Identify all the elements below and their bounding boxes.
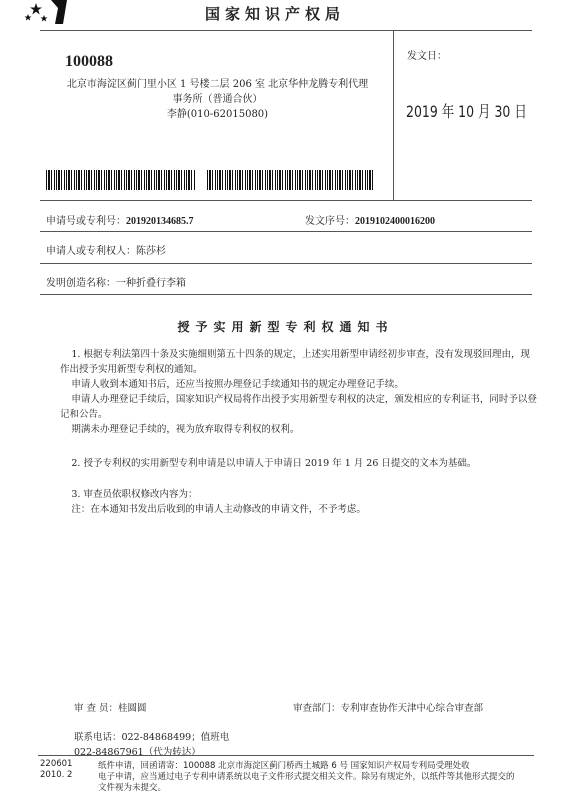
header-divider bbox=[393, 30, 394, 200]
examination-department: 审查部门：专利审查协作天津中心综合审查部 bbox=[293, 703, 484, 714]
paragraph-1c: 期满未办理登记手续的，视为放弃取得专利权的权利。 bbox=[71, 424, 300, 435]
dispatch-serial-row bbox=[305, 212, 435, 227]
invention-row bbox=[46, 274, 186, 289]
address-line-1: 北京市海淀区蓟门里小区 1 号楼二层 206 室 北京华仲龙腾专利代理 bbox=[66, 79, 369, 90]
recipient-address bbox=[50, 77, 385, 122]
dispatch-serial: 2019102400016200 bbox=[355, 216, 435, 227]
office-title: 国家知识产权局 bbox=[205, 5, 346, 23]
dispatch-date-label: 发文日： bbox=[407, 51, 447, 62]
address-line-2: 事务所（普通合伙） bbox=[172, 94, 263, 105]
header-top-rule bbox=[40, 30, 532, 31]
paragraph-1b: 申请人办理登记手续后，国家知识产权局将作出授予实用新型专利权的决定，颁发相应的专利证书，同时予以登记和公告。 bbox=[60, 394, 537, 420]
form-code: 220601 bbox=[40, 759, 73, 769]
contact-phone: 联系电话：022-84868499；值班电 bbox=[74, 732, 230, 743]
application-number-label: 申请号或专利号： bbox=[46, 216, 126, 227]
application-number-row bbox=[46, 212, 194, 227]
row-rule-3 bbox=[40, 294, 532, 295]
paragraph-1: 1. 根据专利法第四十条及实施细则第五十四条的规定，上述实用新型申请经初步审查，没有发现驳回理由，现作出授予实用新型专利权的通知。 bbox=[60, 349, 530, 375]
notice-footnote: 注：在本通知书发出后收到的申请人主动修改的申请文件，不予考虑。 bbox=[71, 504, 366, 515]
examiner: 审 查 员：桂圆圆 bbox=[74, 703, 147, 714]
row-rule-1 bbox=[40, 231, 532, 232]
applicant-row bbox=[46, 242, 166, 257]
cnipa-logo bbox=[22, 0, 74, 24]
form-date: 2010. 2 bbox=[40, 770, 73, 780]
notice-section-3 bbox=[60, 487, 538, 517]
recipient-contact: 李静(010-62015080) bbox=[166, 109, 269, 120]
postal-code: 100088 bbox=[65, 53, 113, 70]
application-number: 201920134685.7 bbox=[126, 216, 194, 227]
invention-title: 一种折叠行李箱 bbox=[116, 278, 186, 289]
header-bottom-rule bbox=[40, 200, 532, 201]
dispatch-serial-label: 发文序号： bbox=[305, 216, 355, 227]
paragraph-3: 3. 审查员依职权修改内容为： bbox=[71, 489, 198, 500]
applicant-name: 陈莎杉 bbox=[136, 246, 166, 257]
applicant-label: 申请人或专利权人： bbox=[46, 246, 136, 257]
barcode-right bbox=[207, 170, 375, 190]
dispatch-date: 2019 年 10 月 30 日 bbox=[406, 102, 527, 121]
notice-title: 授予实用新型专利权通知书 bbox=[177, 320, 394, 334]
paper-filing-address: 纸件申请，回函请寄：100088 北京市海淀区蓟门桥西土城路 6 号 国家知识产权局专利局受理处收 bbox=[98, 761, 470, 771]
duty-phone: 022-84867961（代为转达） bbox=[74, 747, 201, 758]
paragraph-1a: 申请人收到本通知书后，还应当按照办理登记手续通知书的规定办理登记手续。 bbox=[71, 379, 404, 390]
electronic-filing-note-end: 文件视为未提交。 bbox=[98, 783, 167, 793]
barcode-left bbox=[46, 170, 196, 190]
footer-rule bbox=[38, 755, 534, 756]
row-rule-2 bbox=[40, 263, 532, 264]
paragraph-2: 2. 授予专利权的实用新型专利申请是以申请人于申请日 2019 年 1 月 26 日提交的文本为基础。 bbox=[71, 458, 477, 469]
invention-label: 发明创造名称： bbox=[46, 278, 116, 289]
notice-section-1 bbox=[60, 347, 538, 437]
electronic-filing-note: 电子申请，应当通过电子专利申请系统以电子文件形式提交相关文件。除另有规定外，以纸件等其他形式提交的 bbox=[98, 772, 515, 782]
